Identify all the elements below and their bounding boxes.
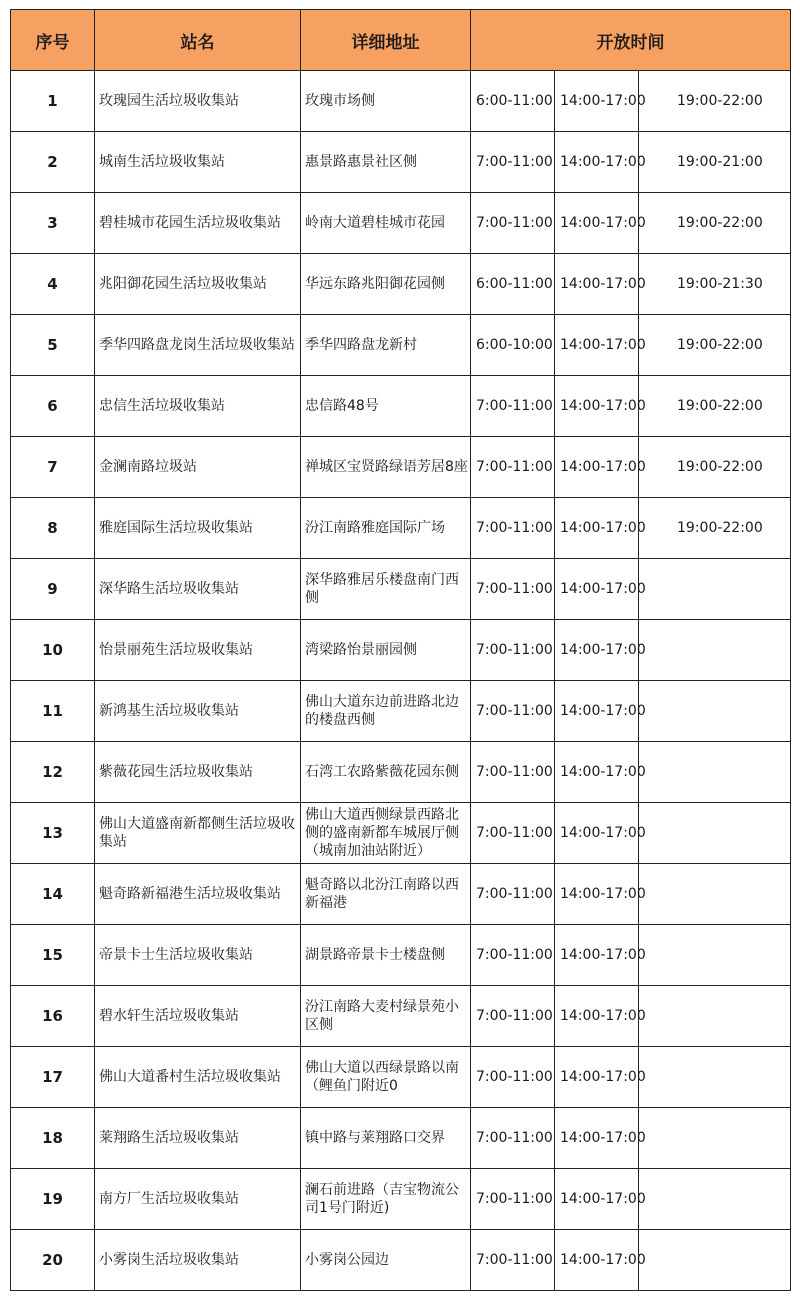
row-hours-morning: 6:00-10:00 — [471, 315, 555, 376]
row-station-name: 南方厂生活垃圾收集站 — [95, 1169, 301, 1230]
table-row — [11, 315, 791, 376]
table-row — [11, 437, 791, 498]
row-serial-number: 19 — [11, 1169, 95, 1230]
row-address: 佛山大道东边前进路北边的楼盘西侧 — [301, 681, 471, 742]
row-hours-afternoon: 14:00-17:00 — [555, 620, 639, 681]
row-address: 镇中路与莱翔路口交界 — [301, 1108, 471, 1169]
collection-station-table — [10, 9, 791, 1291]
row-hours-morning: 7:00-11:00 — [471, 193, 555, 254]
row-hours-evening — [639, 1047, 791, 1108]
row-hours-evening — [639, 1108, 791, 1169]
table-row — [11, 1047, 791, 1108]
row-serial-number: 9 — [11, 559, 95, 620]
row-hours-morning: 7:00-11:00 — [471, 132, 555, 193]
collection-station-table-sheet — [10, 9, 790, 1291]
row-station-name: 帝景卡士生活垃圾收集站 — [95, 925, 301, 986]
header-station-name: 站名 — [95, 10, 301, 71]
row-station-name: 怡景丽苑生活垃圾收集站 — [95, 620, 301, 681]
row-address: 华远东路兆阳御花园侧 — [301, 254, 471, 315]
row-hours-afternoon: 14:00-17:00 — [555, 1230, 639, 1291]
row-address: 佛山大道以西绿景路以南（鲤鱼门附近0 — [301, 1047, 471, 1108]
row-address: 禅城区宝贤路绿语芳居8座 — [301, 437, 471, 498]
row-hours-evening — [639, 864, 791, 925]
row-hours-afternoon: 14:00-17:00 — [555, 193, 639, 254]
row-hours-evening — [639, 742, 791, 803]
row-station-name: 佛山大道盛南新都侧生活垃圾收集站 — [95, 803, 301, 864]
row-hours-afternoon: 14:00-17:00 — [555, 254, 639, 315]
row-station-name: 兆阳御花园生活垃圾收集站 — [95, 254, 301, 315]
table-row — [11, 986, 791, 1047]
row-hours-morning: 7:00-11:00 — [471, 1047, 555, 1108]
row-hours-evening — [639, 986, 791, 1047]
row-address: 岭南大道碧桂城市花园 — [301, 193, 471, 254]
row-hours-afternoon: 14:00-17:00 — [555, 803, 639, 864]
row-address: 小雾岗公园边 — [301, 1230, 471, 1291]
row-station-name: 碧桂城市花园生活垃圾收集站 — [95, 193, 301, 254]
row-hours-evening: 19:00-22:00 — [639, 376, 791, 437]
row-address: 惠景路惠景社区侧 — [301, 132, 471, 193]
row-station-name: 金澜南路垃圾站 — [95, 437, 301, 498]
row-serial-number: 12 — [11, 742, 95, 803]
row-hours-afternoon: 14:00-17:00 — [555, 925, 639, 986]
row-hours-morning: 7:00-11:00 — [471, 925, 555, 986]
row-station-name: 魁奇路新福港生活垃圾收集站 — [95, 864, 301, 925]
row-hours-afternoon: 14:00-17:00 — [555, 742, 639, 803]
row-hours-morning: 7:00-11:00 — [471, 986, 555, 1047]
row-station-name: 忠信生活垃圾收集站 — [95, 376, 301, 437]
row-hours-afternoon: 14:00-17:00 — [555, 437, 639, 498]
row-hours-afternoon: 14:00-17:00 — [555, 132, 639, 193]
table-row — [11, 132, 791, 193]
row-hours-afternoon: 14:00-17:00 — [555, 315, 639, 376]
row-hours-afternoon: 14:00-17:00 — [555, 559, 639, 620]
row-hours-evening — [639, 1169, 791, 1230]
row-station-name: 小雾岗生活垃圾收集站 — [95, 1230, 301, 1291]
row-address: 汾江南路雅庭国际广场 — [301, 498, 471, 559]
row-address: 石湾工农路紫薇花园东侧 — [301, 742, 471, 803]
row-address: 季华四路盘龙新村 — [301, 315, 471, 376]
row-hours-evening — [639, 1230, 791, 1291]
row-station-name: 季华四路盘龙岗生活垃圾收集站 — [95, 315, 301, 376]
row-station-name: 玫瑰园生活垃圾收集站 — [95, 71, 301, 132]
row-hours-afternoon: 14:00-17:00 — [555, 864, 639, 925]
row-hours-morning: 7:00-11:00 — [471, 742, 555, 803]
table-row — [11, 1230, 791, 1291]
header-opening-hours: 开放时间 — [471, 10, 791, 71]
row-hours-morning: 6:00-11:00 — [471, 254, 555, 315]
row-hours-afternoon: 14:00-17:00 — [555, 986, 639, 1047]
row-serial-number: 8 — [11, 498, 95, 559]
row-hours-morning: 7:00-11:00 — [471, 1169, 555, 1230]
row-hours-evening: 19:00-22:00 — [639, 193, 791, 254]
row-hours-afternoon: 14:00-17:00 — [555, 1169, 639, 1230]
row-serial-number: 2 — [11, 132, 95, 193]
row-hours-evening: 19:00-21:00 — [639, 132, 791, 193]
row-hours-afternoon: 14:00-17:00 — [555, 71, 639, 132]
row-hours-morning: 7:00-11:00 — [471, 620, 555, 681]
row-address: 魁奇路以北汾江南路以西新福港 — [301, 864, 471, 925]
row-hours-evening: 19:00-21:30 — [639, 254, 791, 315]
row-station-name: 佛山大道番村生活垃圾收集站 — [95, 1047, 301, 1108]
row-hours-morning: 7:00-11:00 — [471, 1230, 555, 1291]
row-address: 忠信路48号 — [301, 376, 471, 437]
row-hours-evening: 19:00-22:00 — [639, 437, 791, 498]
row-station-name: 碧水轩生活垃圾收集站 — [95, 986, 301, 1047]
table-header — [11, 10, 791, 71]
row-hours-afternoon: 14:00-17:00 — [555, 681, 639, 742]
row-hours-evening: 19:00-22:00 — [639, 315, 791, 376]
header-row — [11, 10, 791, 71]
row-serial-number: 13 — [11, 803, 95, 864]
row-address: 湾梁路怡景丽园侧 — [301, 620, 471, 681]
table-row — [11, 376, 791, 437]
row-station-name: 雅庭国际生活垃圾收集站 — [95, 498, 301, 559]
row-hours-evening — [639, 925, 791, 986]
row-serial-number: 7 — [11, 437, 95, 498]
row-address: 湖景路帝景卡士楼盘侧 — [301, 925, 471, 986]
row-hours-evening: 19:00-22:00 — [639, 498, 791, 559]
table-row — [11, 193, 791, 254]
row-serial-number: 3 — [11, 193, 95, 254]
row-station-name: 紫薇花园生活垃圾收集站 — [95, 742, 301, 803]
row-address: 澜石前进路（吉宝物流公司1号门附近) — [301, 1169, 471, 1230]
row-hours-evening: 19:00-22:00 — [639, 71, 791, 132]
table-row — [11, 925, 791, 986]
row-serial-number: 14 — [11, 864, 95, 925]
table-row — [11, 559, 791, 620]
row-hours-morning: 7:00-11:00 — [471, 681, 555, 742]
row-station-name: 深华路生活垃圾收集站 — [95, 559, 301, 620]
row-serial-number: 18 — [11, 1108, 95, 1169]
table-row — [11, 1108, 791, 1169]
row-hours-afternoon: 14:00-17:00 — [555, 376, 639, 437]
row-hours-evening — [639, 559, 791, 620]
row-hours-evening — [639, 803, 791, 864]
row-station-name: 莱翔路生活垃圾收集站 — [95, 1108, 301, 1169]
header-serial-number: 序号 — [11, 10, 95, 71]
table-row — [11, 254, 791, 315]
row-serial-number: 15 — [11, 925, 95, 986]
row-hours-morning: 7:00-11:00 — [471, 559, 555, 620]
row-serial-number: 16 — [11, 986, 95, 1047]
table-row — [11, 803, 791, 864]
row-hours-afternoon: 14:00-17:00 — [555, 498, 639, 559]
row-serial-number: 17 — [11, 1047, 95, 1108]
row-station-name: 城南生活垃圾收集站 — [95, 132, 301, 193]
row-serial-number: 4 — [11, 254, 95, 315]
row-address: 玫瑰市场侧 — [301, 71, 471, 132]
row-serial-number: 6 — [11, 376, 95, 437]
row-hours-afternoon: 14:00-17:00 — [555, 1108, 639, 1169]
row-hours-evening — [639, 620, 791, 681]
row-hours-afternoon: 14:00-17:00 — [555, 1047, 639, 1108]
row-hours-morning: 7:00-11:00 — [471, 376, 555, 437]
row-station-name: 新鸿基生活垃圾收集站 — [95, 681, 301, 742]
row-hours-morning: 7:00-11:00 — [471, 803, 555, 864]
row-hours-evening — [639, 681, 791, 742]
row-hours-morning: 7:00-11:00 — [471, 864, 555, 925]
row-serial-number: 10 — [11, 620, 95, 681]
table-row — [11, 1169, 791, 1230]
row-serial-number: 20 — [11, 1230, 95, 1291]
row-hours-morning: 7:00-11:00 — [471, 1108, 555, 1169]
table-row — [11, 620, 791, 681]
table-row — [11, 498, 791, 559]
table-row — [11, 742, 791, 803]
header-detailed-address: 详细地址 — [301, 10, 471, 71]
row-serial-number: 11 — [11, 681, 95, 742]
row-address: 汾江南路大麦村绿景苑小区侧 — [301, 986, 471, 1047]
table-body — [11, 71, 791, 1291]
table-row — [11, 681, 791, 742]
row-hours-morning: 7:00-11:00 — [471, 437, 555, 498]
table-row — [11, 71, 791, 132]
row-serial-number: 1 — [11, 71, 95, 132]
row-serial-number: 5 — [11, 315, 95, 376]
row-address: 佛山大道西侧绿景西路北侧的盛南新都车城展厅侧（城南加油站附近） — [301, 803, 471, 864]
row-hours-morning: 6:00-11:00 — [471, 71, 555, 132]
row-address: 深华路雅居乐楼盘南门西侧 — [301, 559, 471, 620]
table-row — [11, 864, 791, 925]
row-hours-morning: 7:00-11:00 — [471, 498, 555, 559]
